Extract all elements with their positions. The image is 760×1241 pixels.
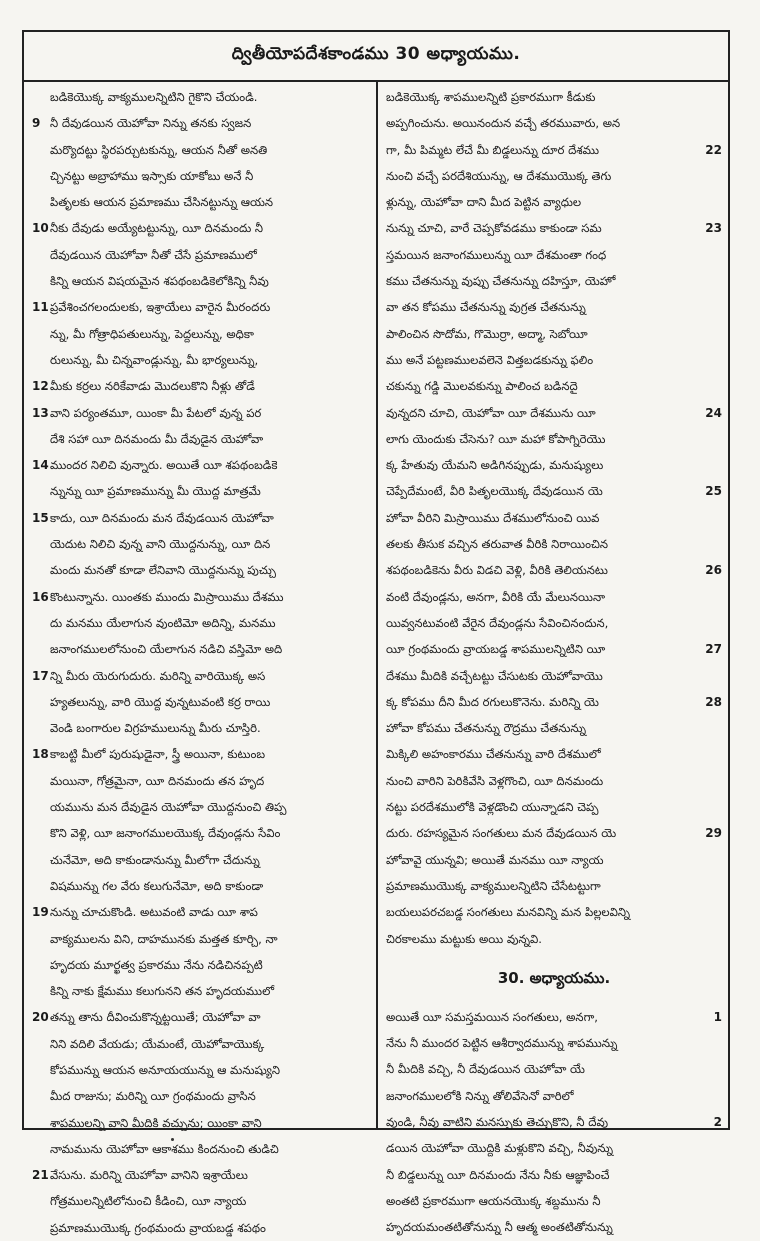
- verse-text: వా తన కోపము చేతనున్ను వుగ్రత చేతనున్ను: [386, 300, 586, 315]
- verse-text: న్ని మీరు యెరుగుదురు. మరిన్ని వారియొక్క అస: [50, 668, 266, 683]
- verse-number: 28: [705, 694, 722, 709]
- verse-text: ప్రమాణముయొక్క వాక్యములన్నిటిని చేసేటట్టుగా: [386, 878, 601, 893]
- verse-text: మందు మనతో కూడా లేనివాని యొద్దనున్ను పుచ్చు: [50, 563, 276, 578]
- verse-text: తన్ను తాను దీవించుకొన్నట్టయితే; యెహోవా వా: [50, 1010, 261, 1025]
- verse-number: 13: [32, 405, 49, 420]
- verse-text: మీద రాజును; మరిన్ని యీ గ్రంథమందు వ్రాసిన: [50, 1089, 256, 1104]
- verse-number: 10: [32, 221, 49, 236]
- verse-text: జనాంగములలోనుంచి యేలాగున నడిచి వస్తిమో అది: [50, 642, 283, 657]
- verse-number: 2: [713, 1114, 722, 1129]
- text-line: [32, 584, 366, 610]
- text-line: [386, 1004, 722, 1030]
- text-line: [32, 321, 366, 347]
- text-line: [386, 1109, 722, 1135]
- verse-text: గోత్రములన్నిటిలోనుంచి కీడించి, యీ న్యాయ: [50, 1194, 247, 1209]
- text-line: [32, 215, 366, 241]
- verse-text: వాని పర్యంతమూ, యింకా మీ పేటలో వున్న పర: [50, 405, 262, 420]
- verse-text: కాదు, యీ దినమందు మన దేవుడయిన యెహోవా: [50, 510, 274, 525]
- verse-text: నిని వదిలి వేయడు; యేమంటే, యెహోవాయొక్క: [50, 1036, 265, 1051]
- text-line: [386, 873, 722, 899]
- text-line: [386, 1214, 722, 1240]
- verse-text: అయితే యీ సమస్తమయిన సంగతులు, అనగా,: [386, 1009, 598, 1024]
- verse-text: నీకు దేవుడు అయ్యేటట్టున్ను, యీ దినమందు నీ: [50, 221, 264, 236]
- verse-text: మర్యొదట్టు స్థిరపర్చుటకున్ను, ఆయన నీతో అనతి: [50, 142, 268, 157]
- text-line: [386, 242, 722, 268]
- text-line: [386, 347, 722, 373]
- verse-text: న్నున్ను యీ ప్రమాణమున్ను మీ యొద్ద మాత్రమే: [50, 484, 261, 499]
- verse-text: ళ్లున్ను, యెహోవా దాని మీద పెట్టిన వ్యాధుల: [386, 195, 582, 210]
- verse-text: బడికెయొక్క శాపములన్నిటి ప్రకారముగా కీడుకు: [386, 90, 596, 104]
- verse-text: నుంచి వారిని పెరికివేసి వెళ్లగొంచి, యీ దినమందు: [386, 773, 604, 788]
- verse-number: 16: [32, 589, 49, 604]
- verse-text: జనాంగములలోకి నిన్ను తోలివేసెనో వారిలో: [386, 1088, 574, 1103]
- text-line: [386, 215, 722, 241]
- text-line: [32, 84, 366, 110]
- text-line: [32, 373, 366, 399]
- left-column: [32, 84, 366, 1241]
- text-line: [32, 1110, 366, 1136]
- verse-text: పాలించిన సొదోమ, గొమొర్రా, అద్మా, సెబోయీ: [386, 326, 588, 341]
- text-line: [32, 952, 366, 978]
- verse-number: 25: [705, 484, 722, 499]
- text-line: [32, 636, 366, 662]
- verse-number: 19: [32, 905, 49, 920]
- column-divider: [376, 80, 378, 1128]
- verse-number: 27: [705, 642, 722, 657]
- verse-number: 24: [705, 405, 722, 420]
- verse-text: యెదుట నిలిచి వున్న వాని యొద్దనున్ను, యీ దిన: [50, 537, 271, 552]
- verse-text: నేను నీ ముందర పెట్టిన ఆశీర్వాదమున్ను శాపమున్ను: [386, 1036, 618, 1051]
- text-line: [386, 715, 722, 741]
- verse-text: ప్రమాణముయొక్క గ్రంథమందు వ్రాయబడ్డ శపథం: [50, 1220, 266, 1235]
- verse-number: 18: [32, 747, 49, 762]
- text-line: [32, 820, 366, 846]
- text-line: [386, 1162, 722, 1188]
- verse-text: అంతటి ప్రకారముగా ఆయనయొక్క శబ్దమును నీ: [386, 1193, 601, 1208]
- verse-number: 23: [705, 221, 722, 236]
- text-line: [32, 400, 366, 426]
- text-line: [386, 926, 722, 952]
- verse-text: కము చేతనున్ను వుప్పు చేతనున్ను దహిస్తూ, యెహో: [386, 274, 616, 289]
- text-line: [386, 84, 722, 110]
- verse-number: 11: [32, 300, 49, 315]
- text-line: [386, 610, 722, 636]
- text-line: [386, 820, 722, 846]
- verse-text: హోవా వీరిని మిస్రాయిము దేశములోనుంచి యివ: [386, 510, 600, 525]
- ink-dot: [171, 1138, 174, 1141]
- verse-text: దురు. రహస్యమైన సంగతులు మన దేవుడయిన యె: [386, 826, 617, 841]
- text-line: [32, 110, 366, 136]
- verse-text: హోవావై యున్నవి; అయితే మనము యీ న్యాయ: [386, 852, 604, 867]
- verse-text: ము అనే పట్టణములవలెనె విత్తబడకున్ను ఫలిం: [386, 352, 594, 367]
- verse-text: బడికెయొక్క వాక్యములన్నిటిని గైకొని చేయండి.: [50, 90, 258, 104]
- text-line: [386, 689, 722, 715]
- text-line: [32, 741, 366, 767]
- text-line: [32, 689, 366, 715]
- text-line: [32, 452, 366, 478]
- text-line: [386, 163, 722, 189]
- text-line: [32, 137, 366, 163]
- verse-text: కొంటున్నాను. యింతకు ముందు మిస్రాయిము దేశము: [50, 589, 284, 604]
- text-line: [32, 163, 366, 189]
- text-line: [32, 1031, 366, 1057]
- page-title: ద్వితీయోపదేశకాండము 30 అధ్యాయము.: [231, 44, 521, 64]
- verse-text: పితృలకు ఆయన ప్రమాణము చేసినట్టున్ను ఆయన: [50, 195, 274, 210]
- verse-text: చునేమో, అది కాకుండానున్ను మీలోగా చేదున్ను: [50, 852, 260, 867]
- text-line: [386, 1056, 722, 1082]
- text-line: [386, 373, 722, 399]
- text-line: [386, 768, 722, 794]
- text-line: [386, 400, 722, 426]
- verse-text: దేవుడయిన యెహోవా నీతో చేసే ప్రమాణములో: [50, 247, 257, 262]
- verse-text: నున్ను చూచుకొండి. అటువంటి వాడు యీ శాప: [50, 905, 258, 920]
- verse-text: గా, మీ పిమ్మట లేచే మీ బిడ్డలున్ను దూర దేశము: [386, 142, 599, 157]
- verse-text: నుంచి వచ్చే పరదేశియున్ను, ఆ దేశముయొక్క తెగు: [386, 168, 612, 183]
- verse-text: నీ దేవుడయిన యెహోవా నిన్ను తనకు స్వజన: [50, 116, 252, 131]
- text-line: [32, 768, 366, 794]
- verse-number: 21: [32, 1168, 49, 1183]
- text-line: [32, 478, 366, 504]
- verse-text: మయినా, గోత్రమైనా, యీ దినమందు తన హృద: [50, 773, 265, 788]
- text-line: [386, 137, 722, 163]
- verse-text: క్క కోపము దీని మీద రగులుకొనెను. మరిన్ని యె: [386, 694, 599, 709]
- text-line: [386, 557, 722, 583]
- verse-text: కొని వెళ్లి, యీ జనాంగములయొక్క దేవుండ్లను సేవిం: [50, 826, 281, 841]
- text-line: [386, 1030, 722, 1056]
- verse-text: వేసును. మరిన్ని యెహోవా వానిని ఇశ్రాయేలు: [50, 1168, 248, 1183]
- verse-text: నీ బిడ్డలున్ను యీ దినమందు నేను నీకు ఆజ్ఞాపించే: [386, 1167, 610, 1182]
- text-line: [32, 873, 366, 899]
- verse-text: శాపములన్ని వాని మీదికి వచ్చును; యింకా వాని: [50, 1115, 262, 1130]
- text-line: [32, 715, 366, 741]
- verse-text: డయిన యెహోవా యొద్దికి మళ్లుకొని వచ్చి, నీవున్ను: [386, 1141, 613, 1156]
- text-line: [386, 636, 722, 662]
- text-line: [32, 1083, 366, 1109]
- text-line: [32, 978, 366, 1004]
- text-line: [386, 584, 722, 610]
- text-line: [32, 610, 366, 636]
- verse-text: హ్యతలున్ను, వారి యొద్ద వున్నటువంటి కర్ర రాయి: [50, 694, 271, 709]
- verse-text: తలకు తీసుక వచ్చిన తరువాత వీరికి నిరాయించిన: [386, 537, 608, 552]
- verse-text: విషమున్ను గల వేరు కలుగునేమో, అది కాకుండా: [50, 878, 264, 893]
- verse-text: అప్పగించును. అయినందున వచ్చే తరమువారు, అన: [386, 116, 621, 131]
- verse-text: చిరకాలము మట్టుకు అయి వున్నవి.: [386, 931, 542, 946]
- text-line: [32, 1004, 366, 1030]
- text-line: [386, 899, 722, 925]
- text-line: [32, 294, 366, 320]
- text-line: [386, 426, 722, 452]
- text-line: [32, 505, 366, 531]
- verse-text: కోపమున్ను ఆయన అనూయయున్ను ఆ మనుష్యుని: [50, 1062, 281, 1077]
- text-line: [386, 1188, 722, 1214]
- verse-text: నట్టు పరదేశములోకి వెళ్లడొంచి యున్నాడని చెప్ప: [386, 800, 599, 815]
- text-line: [386, 1083, 722, 1109]
- verse-text: బయలుపరచబడ్డ సంగతులు మనవిన్ని మన పిల్లలవిన్ని: [386, 905, 630, 920]
- verse-text: నీ మీదికి వచ్చి, నీ దేవుడయిన యెహోవా యే: [386, 1062, 585, 1077]
- verse-text: ముందర నిలిచి వున్నారు. అయితే యీ శపథంబడికె: [50, 458, 278, 473]
- verse-text: స్తమయిన జనాంగములున్ను యీ దేశమంతా గంధ: [386, 247, 607, 262]
- verse-number: 29: [705, 826, 722, 841]
- text-line: [386, 847, 722, 873]
- text-line: [386, 294, 722, 320]
- verse-text: ప్రవేశించగలందులకు, ఇశ్రాయేలు వారైన మీరందరు: [50, 300, 271, 315]
- text-line: [386, 505, 722, 531]
- text-line: [32, 189, 366, 215]
- text-line: [32, 926, 366, 952]
- text-line: [32, 531, 366, 557]
- verse-text: శపథంబడికెను వీరు విడచి వెళ్లి, వీరికి తెలియనటు: [386, 563, 608, 578]
- verse-text: నామమును యెహోవా ఆకాశము కిందనుంచి తుడిచి: [50, 1141, 279, 1156]
- verse-number: 26: [705, 563, 722, 578]
- text-line: [386, 531, 722, 557]
- verse-text: చకున్ను గడ్డి మొలవకున్ను పాలించ బడినదై: [386, 379, 578, 394]
- verse-number: 15: [32, 510, 49, 525]
- verse-number: 12: [32, 379, 49, 394]
- text-line: [32, 268, 366, 294]
- text-line: [386, 1135, 722, 1161]
- verse-text: దేశము మీదికి వచ్చేటట్టు చేసుటకు యెహోవాయొ: [386, 668, 603, 683]
- text-line: [32, 426, 366, 452]
- text-line: [32, 557, 366, 583]
- verse-text: నున్ను చూచి, వారే చెప్పకోవడము కాకుండా సమ: [386, 221, 602, 236]
- page-frame: [22, 30, 730, 1235]
- verse-text: కిన్ని నాకు క్షేమము కలుగునని తన హృదయములో: [50, 984, 274, 999]
- text-line: [32, 1162, 366, 1188]
- text-line: [386, 321, 722, 347]
- text-line: [32, 1188, 366, 1214]
- text-line: [32, 242, 366, 268]
- text-line: [32, 899, 366, 925]
- verse-text: రులున్ను, మీ చిన్నవాండ్లున్ను, మీ భార్యలున్ను,: [50, 352, 259, 367]
- text-line: [386, 452, 722, 478]
- text-line: [32, 1136, 366, 1162]
- page-header: [24, 32, 728, 82]
- verse-text: మిక్కిలి అహంకారము చేతనున్ను వారి దేశములో: [386, 747, 601, 762]
- text-line: [32, 794, 366, 820]
- verse-text: వుండి, నీవు వాటిని మనస్సుకు తెచ్చుకొని, నీ దేవు: [386, 1114, 609, 1129]
- verse-text: యీ గ్రంథమందు వ్రాయబడ్డ శాపములన్నిటిని యీ: [386, 642, 606, 657]
- verse-text: న్ను, మీ గోత్రాధిపతులున్ను, పెద్దలున్ను, అధికా: [50, 326, 254, 341]
- verse-text: వెండి బంగారుల విగ్రహములున్ను మీరు చూస్తిరి.: [50, 721, 261, 736]
- verse-text: కిన్ని ఆయన విషయమైన శపథంబడికెలోకిన్ని నీవు: [50, 274, 269, 289]
- text-line: [32, 1057, 366, 1083]
- verse-text: హోవా కోపము చేతనున్ను రౌద్రము చేతనున్ను: [386, 721, 587, 736]
- verse-text: వున్నదని చూచి, యెహోవా యీ దేశమును యీ: [386, 405, 596, 420]
- right-column: [386, 84, 722, 1240]
- verse-text: దు మనము యేలాగున వుంటిమో అదిన్ని, మనము: [50, 615, 276, 630]
- verse-number: 14: [32, 458, 49, 473]
- text-line: [32, 847, 366, 873]
- verse-number: 20: [32, 1010, 49, 1025]
- verse-number: 17: [32, 668, 49, 683]
- text-line: [32, 1215, 366, 1241]
- verse-text: దేశి సహా యీ దినమందు మీ దేవుడైన యెహోవా: [50, 431, 264, 446]
- verse-text: కాబట్టి మీలో పురుషుడైనా, స్త్రీ అయినా, కుటుంబ: [50, 747, 266, 762]
- chapter-heading: 30. అధ్యాయము.: [497, 968, 611, 987]
- text-line: [32, 663, 366, 689]
- verse-text: చెప్పేదేమంటే, వీరి పితృలయొక్క దేవుడయిన యె: [386, 484, 603, 499]
- verse-text: చ్చినట్టు అబ్రాహాము ఇస్సాకు యాకోబు అనే నీ: [50, 168, 254, 183]
- verse-text: క్క హేతువు యేమని అడిగినప్పుడు, మనుష్యులు: [386, 458, 604, 473]
- verse-text: మీకు కర్రలు నరికేవాడు మొదలుకొని నీళ్లు తోడే: [50, 379, 255, 394]
- text-line: [386, 741, 722, 767]
- verse-text: హృదయ మూర్ఖత్వ ప్రకారము నేను నడిచినప్పటి: [50, 957, 263, 972]
- text-line: [386, 189, 722, 215]
- verse-number: 9: [32, 116, 41, 131]
- verse-text: వంటి దేవుండ్లను, అనగా, వీరికి యే మేలునయినా: [386, 589, 605, 604]
- verse-text: లాగు యెందుకు చేసెను? యీ మహా కోపాగ్నిరెయొ: [386, 431, 606, 446]
- text-line: [386, 478, 722, 504]
- text-line: [32, 347, 366, 373]
- verse-number: 1: [713, 1009, 722, 1024]
- text-line: [386, 794, 722, 820]
- text-line: [386, 110, 722, 136]
- verse-text: వాక్యములను విని, దాహమునకు మత్తత కూర్చి, నా: [50, 931, 278, 946]
- text-line: [386, 268, 722, 294]
- verse-number: 22: [705, 142, 722, 157]
- verse-text: హృదయమంతటితోనున్ను నీ ఆత్మ అంతటితోనున్ను: [386, 1220, 613, 1235]
- verse-text: యమును మన దేవుడైన యెహోవా యొద్దనుంచి తిప్ప: [50, 800, 287, 815]
- verse-text: యివ్వనటువంటి వేరైన దేవుండ్లను సేవించినందున,: [386, 615, 609, 630]
- text-line: [386, 663, 722, 689]
